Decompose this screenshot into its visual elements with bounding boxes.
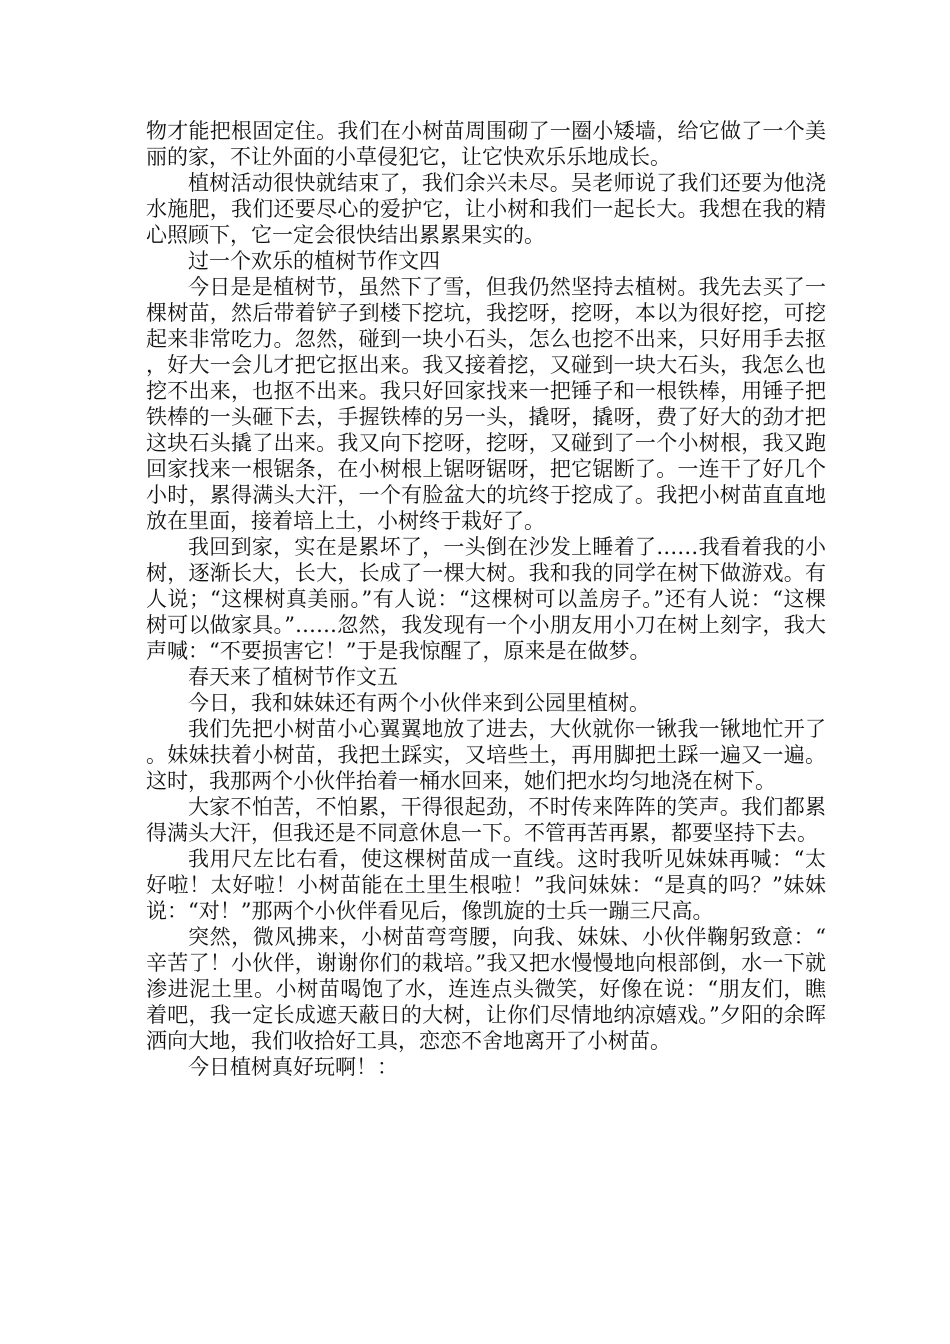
document-page <box>146 118 826 1080</box>
paragraph: 今日是是植树节，虽然下了雪，但我仍然坚持去植树。我先去买了一棵树苗，然后带着铲子到楼下挖坑，我挖呀，挖呀，本以为很好挖，可挖起来非常吃力。忽然，碰到一块小石头，怎么也挖不出来，只好用手去抠，好大一会儿才把它抠出来。我又接着挖，又碰到一块大石头，我怎么也挖不出来，也抠不出来。我只好回家找来一把锤子和一根铁棒，用锤子把铁棒的一头砸下去，手握铁棒的另一头，撬呀，撬呀，费了好大的劲才把这块石头撬了出来。我又向下挖呀，挖呀，又碰到了一个小树根，我又跑回家找来一根锯条，在小树根上锯呀锯呀，把它锯断了。一连干了好几个小时，累得满头大汗，一个有脸盆大的坑终于挖成了。我把小树苗直直地放在里面，接着培上土，小树终于栽好了。 <box>146 275 826 533</box>
paragraph: 今日，我和妹妹还有两个小伙伴来到公园里植树。 <box>188 691 650 715</box>
section-heading: 过一个欢乐的植树节作文四 <box>188 249 440 273</box>
paragraph: 物才能把根固定住。我们在小树苗周围砌了一圈小矮墙，给它做了一个美丽的家，不让外面的小草侵犯它，让它快欢乐乐地成长。 <box>146 119 826 169</box>
paragraph: 今日植树真好玩啊！： <box>188 1055 398 1079</box>
section-heading: 春天来了植树节作文五 <box>188 665 398 689</box>
paragraph: 我回到家，实在是累坏了，一头倒在沙发上睡着了……我看着我的小树，逐渐长大，长大，长成了一棵大树。我和我的同学在树下做游戏。有人说；“这棵树真美丽。”有人说：“这棵树可以盖房子。”还有人说：“这棵树可以做家具。”……忽然，我发现有一个小朋友用小刀在树上刻字，我大声喊：“不要损害它！”于是我惊醒了，原来是在做梦。 <box>146 535 826 663</box>
paragraph: 我们先把小树苗小心翼翼地放了进去，大伙就你一锹我一锹地忙开了。妹妹扶着小树苗，我把土踩实，又培些土，再用脚把土踩一遍又一遍。这时，我那两个小伙伴抬着一桶水回来，她们把水均匀地浇在树下。 <box>146 717 826 793</box>
paragraph: 大家不怕苦，不怕累，干得很起劲，不时传来阵阵的笑声。我们都累得满头大汗，但我还是不同意休息一下。不管再苦再累，都要坚持下去。 <box>146 795 826 845</box>
paragraph: 我用尺左比右看，使这棵树苗成一直线。这时我听见妹妹再喊：“太好啦！太好啦！小树苗能在土里生根啦！”我问妹妹：“是真的吗？”妹妹说：“对！”那两个小伙伴看见后，像凯旋的士兵一蹦三尺高。 <box>146 847 826 923</box>
paragraph: 植树活动很快就结束了，我们余兴未尽。吴老师说了我们还要为他浇水施肥，我们还要尽心的爱护它，让小树和我们一起长大。我想在我的精心照顾下，它一定会很快结出累累果实的。 <box>146 171 826 247</box>
paragraph: 突然，微风拂来，小树苗弯弯腰，向我、妹妹、小伙伴鞠躬致意：“辛苦了！小伙伴，谢谢你们的栽培。”我又把水慢慢地向根部倒，水一下就渗进泥土里。小树苗喝饱了水，连连点头微笑，好像在说：“朋友们，瞧着吧，我一定长成遮天蔽日的大树，让你们尽情地纳凉嬉戏。”夕阳的余晖洒向大地，我们收拾好工具，恋恋不舍地离开了小树苗。 <box>146 925 826 1053</box>
